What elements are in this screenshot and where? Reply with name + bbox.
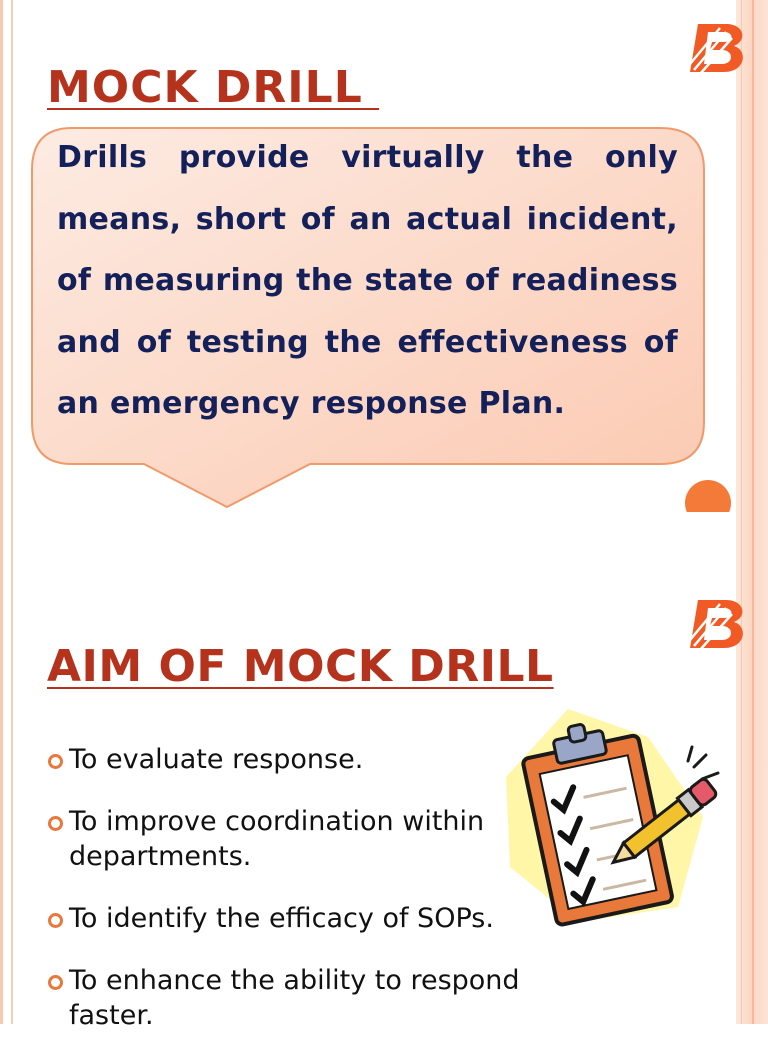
slide-1 (0, 0, 768, 512)
right-line-decoration-2 (752, 0, 754, 512)
list-item (46, 901, 566, 936)
bullet-text: To identify the efficacy of SOPs. (69, 903, 494, 934)
circle-bullet-icon (48, 913, 63, 928)
list-item (46, 963, 566, 1033)
left-edge-decoration (0, 512, 3, 1024)
list-item (46, 742, 566, 777)
aim-bullet-list (46, 742, 566, 1060)
bullet-text: To evaluate response. (69, 744, 364, 775)
left-line-decoration (11, 512, 13, 1024)
bullet-text: To improve coordination within departments. (69, 806, 485, 872)
circle-bullet-icon (48, 975, 63, 990)
clipboard-checklist-icon (498, 707, 728, 927)
right-line-decoration-2 (752, 512, 754, 1024)
slide-title: MOCK DRILL (47, 62, 380, 113)
bank-logo-icon (686, 596, 752, 652)
callout-text: Drills provide virtually the only means, short of an actual incident, of measuring the state of readiness and of testing the effectiveness of an emergency response Plan. (57, 140, 678, 421)
section-title: AIM OF MOCK DRILL (47, 641, 554, 692)
circle-bullet-icon (48, 816, 63, 831)
bullet-text: To enhance the ability to respond faster. (69, 965, 520, 1031)
bank-logo-icon (686, 20, 752, 76)
circle-bullet-icon (48, 754, 63, 769)
list-item (46, 804, 566, 874)
right-line-decoration (741, 512, 742, 1024)
right-line-decoration (741, 0, 742, 512)
orange-dot-icon (685, 480, 731, 512)
left-edge-decoration (0, 0, 3, 512)
left-line-decoration (11, 0, 13, 512)
